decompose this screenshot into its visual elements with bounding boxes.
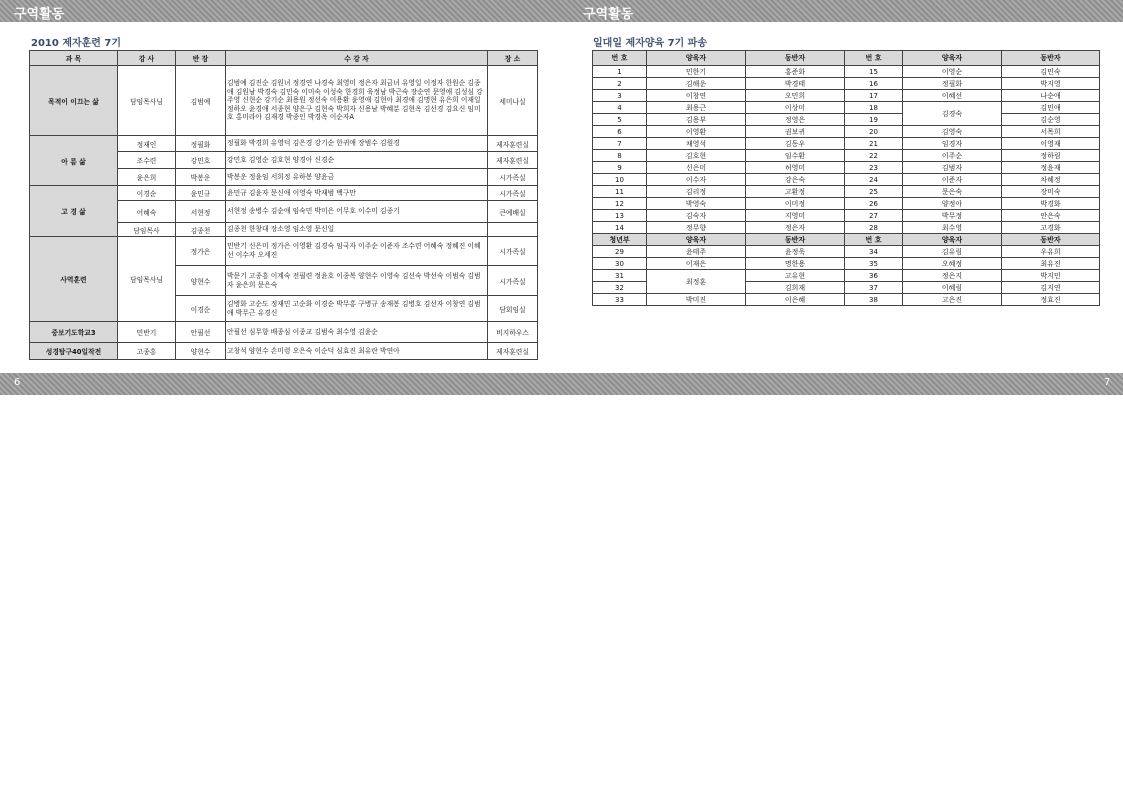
- header-lecturer: 강 사: [118, 51, 176, 66]
- table-cell: 우유희: [1002, 246, 1100, 258]
- table-cell: 34: [845, 246, 903, 258]
- table-cell: 35: [845, 258, 903, 270]
- place-cell: 제자훈련실: [488, 343, 538, 360]
- table-row: [593, 222, 1100, 234]
- place-cell: 큰예배실: [488, 201, 538, 223]
- table-cell: 최유진: [1002, 258, 1100, 270]
- table-cell: 김유림: [903, 246, 1002, 258]
- subheader-cell: 번 호: [845, 234, 903, 246]
- table-cell: 30: [593, 258, 647, 270]
- table-row: [30, 66, 538, 136]
- table-cell: 28: [845, 222, 903, 234]
- table-row: [593, 294, 1100, 306]
- table-cell: 김경숙: [903, 102, 1002, 126]
- table-cell: 윤태주: [647, 246, 746, 258]
- students-cell: 강민호 김영순 김호현 양경아 신경순: [226, 152, 488, 169]
- table-cell: 박무정: [903, 210, 1002, 222]
- table-row: [593, 90, 1100, 102]
- students-cell: 김병화 고순도 정재민 고순화 이경순 박무홍 구병규 송재봉 김병호 김선자 이창연 김범애 박무근 유경신: [226, 296, 488, 322]
- leader-cell: 정가은: [176, 237, 226, 266]
- students-cell: 박문기 고종흥 이계숙 전필련 정윤호 이종복 양현수 이영숙 김선숙 박선숙 이범숙 김범자 윤은희 문은숙: [226, 266, 488, 296]
- header-subject: 과 목: [30, 51, 118, 66]
- lecturer-cell: 윤은희: [118, 169, 176, 186]
- table-cell: 강은숙: [746, 174, 845, 186]
- table-cell: 9: [593, 162, 647, 174]
- header-leader: 반 장: [176, 51, 226, 66]
- subheader-cell: 청년부: [593, 234, 647, 246]
- table-row: [30, 343, 538, 360]
- leader-cell: 강민호: [176, 152, 226, 169]
- left-section-title: 구역활동: [14, 7, 65, 22]
- table-cell: 13: [593, 210, 647, 222]
- table-cell: 25: [845, 186, 903, 198]
- table-cell: 정효진: [1002, 294, 1100, 306]
- table-row: [593, 246, 1100, 258]
- table-cell: 6: [593, 126, 647, 138]
- leader-cell: 박봉운: [176, 169, 226, 186]
- table-cell: 김리정: [647, 186, 746, 198]
- students-cell: 서현정 송병수 김순애 임숙민 박미은 어무호 이수미 김종기: [226, 201, 488, 223]
- table-cell: 37: [845, 282, 903, 294]
- table-cell: 38: [845, 294, 903, 306]
- table-row: [30, 136, 538, 152]
- table-cell: 이영순: [903, 66, 1002, 78]
- table-cell: 서목희: [1002, 126, 1100, 138]
- table-cell: 고은진: [903, 294, 1002, 306]
- table-cell: 박경화: [1002, 198, 1100, 210]
- place-cell: 제자훈련실: [488, 136, 538, 152]
- table-cell: 박경태: [746, 78, 845, 90]
- table-cell: 신은미: [647, 162, 746, 174]
- table-row: [593, 150, 1100, 162]
- table-cell: 5: [593, 114, 647, 126]
- table-row: [593, 174, 1100, 186]
- training-table: [29, 50, 538, 360]
- table-cell: 이영환: [647, 126, 746, 138]
- table-cell: 임수환: [746, 150, 845, 162]
- table-row: [593, 270, 1100, 282]
- table-cell: 김호현: [647, 150, 746, 162]
- leader-cell: 서현정: [176, 201, 226, 223]
- students-cell: 김범예 김진순 김원녀 정경연 나경숙 최영미 정은자 최금녀 유영일 이정자 한원순 김종애 김원남 박경숙 김민숙 이미숙 이성숙 한경희 육정남 박근숙 장순연 문영애 김성심 강주영 신현순 강기순 최용원 정선숙 이용환 윤영애 김현아 최경애 김명현 유은희 이재일 정하오 윤경애 서종현 양은구 김현숙 박희자 신용남 박혜분 김현옥 김선경 김요신 임미호 홍미라아 김재경 박종인 박경옥 이순자A: [226, 66, 488, 136]
- leader-cell: 이경순: [176, 296, 226, 322]
- table-row: [30, 237, 538, 266]
- table-cell: 고환정: [746, 186, 845, 198]
- lecturer-cell: 담임목사: [118, 223, 176, 237]
- table-row: [593, 66, 1100, 78]
- place-cell: 시가족실: [488, 169, 538, 186]
- table-cell: 10: [593, 174, 647, 186]
- table-cell: 김해운: [647, 78, 746, 90]
- table-cell: 24: [845, 174, 903, 186]
- lecturer-cell: 담임목사님: [118, 66, 176, 136]
- table-cell: 정필화: [903, 78, 1002, 90]
- table-cell: 고경화: [1002, 222, 1100, 234]
- header-number: 번 호: [593, 51, 647, 66]
- table-cell: 23: [845, 162, 903, 174]
- lecturer-cell: 정재인: [118, 136, 176, 152]
- top-header-bar: [0, 0, 1123, 22]
- table-cell: 채영석: [647, 138, 746, 150]
- table-cell: 김지연: [1002, 282, 1100, 294]
- students-cell: 고창석 양현수 손미령 오은숙 이순덕 심효진 최유란 박연아: [226, 343, 488, 360]
- table-row: [593, 138, 1100, 150]
- table-row: [30, 322, 538, 343]
- subheader-cell: 양육자: [647, 234, 746, 246]
- table-cell: 지영미: [746, 210, 845, 222]
- table-cell: 31: [593, 270, 647, 282]
- table-cell: 32: [593, 282, 647, 294]
- table-cell: 2: [593, 78, 647, 90]
- header-partner: 동반자: [1002, 51, 1100, 66]
- table-cell: 이상미: [746, 102, 845, 114]
- table-cell: 정무향: [647, 222, 746, 234]
- table-row: [593, 126, 1100, 138]
- students-cell: 박봉운 정윤임 서희정 유하봉 양윤금: [226, 169, 488, 186]
- table-cell: 20: [845, 126, 903, 138]
- header-mentor: 양육자: [903, 51, 1002, 66]
- table-cell: 명한용: [746, 258, 845, 270]
- table-cell: 최정훈: [647, 270, 746, 294]
- table-cell: 허영미: [746, 162, 845, 174]
- table-cell: 양정아: [903, 198, 1002, 210]
- table-cell: 김동우: [746, 138, 845, 150]
- table-cell: 이준자: [903, 174, 1002, 186]
- table-cell: 14: [593, 222, 647, 234]
- leader-cell: 김범예: [176, 66, 226, 136]
- table-cell: 18: [845, 102, 903, 114]
- header-students: 수 강 자: [226, 51, 488, 66]
- table-cell: 이영재: [1002, 138, 1100, 150]
- right-section-title: 구역활동: [583, 7, 634, 22]
- leader-cell: 윤민규: [176, 186, 226, 201]
- table-cell: 이혜림: [903, 282, 1002, 294]
- mentoring-rows: [593, 66, 1100, 234]
- subheader-cell: 양육자: [903, 234, 1002, 246]
- table-cell: 3: [593, 90, 647, 102]
- table-cell: 17: [845, 90, 903, 102]
- students-cell: 윤민규 김윤자 문신애 이영숙 박재범 백구만: [226, 186, 488, 201]
- table-row: [593, 162, 1100, 174]
- table-cell: 박영숙: [647, 198, 746, 210]
- leader-cell: 양현수: [176, 266, 226, 296]
- table-cell: 33: [593, 294, 647, 306]
- table-cell: 윤정욱: [746, 246, 845, 258]
- table-cell: 김민숙: [1002, 66, 1100, 78]
- table-row: [30, 186, 538, 201]
- table-row: [593, 258, 1100, 270]
- lecturer-cell: 이경순: [118, 186, 176, 201]
- mentoring-table: [592, 50, 1100, 306]
- students-cell: 정필화 박경희 유영덕 김은경 강기순 한귀애 장범수 김원경: [226, 136, 488, 152]
- table-cell: 문은숙: [903, 186, 1002, 198]
- table-cell: 안은숙: [1002, 210, 1100, 222]
- header-number: 번 호: [845, 51, 903, 66]
- table-cell: 김민애: [1002, 102, 1100, 114]
- table-cell: 16: [845, 78, 903, 90]
- place-cell: 시가족실: [488, 266, 538, 296]
- table-cell: 1: [593, 66, 647, 78]
- lecturer-cell: 조수련: [118, 152, 176, 169]
- students-cell: 김종천 한창대 장소영 임소영 문신일: [226, 223, 488, 237]
- place-cell: [488, 223, 538, 237]
- table-cell: 김순영: [1002, 114, 1100, 126]
- subject-cell: 성경탐구40일작전: [30, 343, 118, 360]
- table-cell: 권보귀: [746, 126, 845, 138]
- place-cell: 시가족실: [488, 186, 538, 201]
- table-cell: 정은자: [746, 222, 845, 234]
- lecturer-cell: 어혜숙: [118, 201, 176, 223]
- table-cell: 이창연: [647, 90, 746, 102]
- table-cell: 7: [593, 138, 647, 150]
- subject-cell: 목적이 이끄는 삶: [30, 66, 118, 136]
- table-row: [593, 114, 1100, 126]
- subject-cell: 고 경 삶: [30, 186, 118, 237]
- table-cell: 최수영: [903, 222, 1002, 234]
- table-row: [593, 186, 1100, 198]
- table-cell: 최용근: [647, 102, 746, 114]
- place-cell: 제자훈련실: [488, 152, 538, 169]
- lecturer-cell: 민반기: [118, 322, 176, 343]
- leader-cell: 정필화: [176, 136, 226, 152]
- lecturer-cell: 담임목사님: [118, 237, 176, 322]
- table-cell: 이혜선: [903, 90, 1002, 102]
- table-cell: 11: [593, 186, 647, 198]
- header-partner: 동반자: [746, 51, 845, 66]
- table-cell: 임경자: [903, 138, 1002, 150]
- table-cell: 정은지: [903, 270, 1002, 282]
- header-place: 장 소: [488, 51, 538, 66]
- leader-cell: 김종천: [176, 223, 226, 237]
- table-cell: 홍준화: [746, 66, 845, 78]
- table-cell: 김영숙: [903, 126, 1002, 138]
- table-cell: 오민희: [746, 90, 845, 102]
- students-cell: 안필선 심무향 배종심 이종교 김범숙 최수영 김윤순: [226, 322, 488, 343]
- table-cell: 29: [593, 246, 647, 258]
- table-cell: 이미정: [746, 198, 845, 210]
- subject-cell: 사역훈련: [30, 237, 118, 322]
- table-row: [593, 102, 1100, 114]
- table-cell: 김희재: [746, 282, 845, 294]
- subheader-cell: 동반자: [746, 234, 845, 246]
- table-header-row: [593, 51, 1100, 66]
- table-cell: 12: [593, 198, 647, 210]
- left-table-title: 2010 제자훈련 7기: [31, 38, 122, 49]
- subject-cell: 아 름 삶: [30, 136, 118, 186]
- right-page-number: 7: [1104, 377, 1111, 388]
- table-cell: 22: [845, 150, 903, 162]
- table-cell: 15: [845, 66, 903, 78]
- table-cell: 이수자: [647, 174, 746, 186]
- leader-cell: 안필선: [176, 322, 226, 343]
- table-header-row: [30, 51, 538, 66]
- table-cell: 8: [593, 150, 647, 162]
- table-cell: 김범자: [903, 162, 1002, 174]
- table-cell: 정하림: [1002, 150, 1100, 162]
- students-cell: 민반기 신은미 정가은 이영환 김경숙 임국자 이주순 이준자 조수련 어혜숙 정혜진 이혜선 이수자 오세진: [226, 237, 488, 266]
- left-page-number: 6: [14, 377, 21, 388]
- table-cell: 박미진: [647, 294, 746, 306]
- leader-cell: 양현수: [176, 343, 226, 360]
- subject-cell: 중보기도학교3: [30, 322, 118, 343]
- table-cell: 36: [845, 270, 903, 282]
- table-row: [593, 78, 1100, 90]
- place-cell: 비지하우스: [488, 322, 538, 343]
- table-row: [593, 198, 1100, 210]
- place-cell: 담회임실: [488, 296, 538, 322]
- table-cell: 박지영: [1002, 78, 1100, 90]
- table-cell: 이주순: [903, 150, 1002, 162]
- bottom-footer-bar: [0, 373, 1123, 395]
- table-cell: 26: [845, 198, 903, 210]
- table-cell: 4: [593, 102, 647, 114]
- table-cell: 민한기: [647, 66, 746, 78]
- table-cell: 박지민: [1002, 270, 1100, 282]
- table-cell: 21: [845, 138, 903, 150]
- table-cell: 김용부: [647, 114, 746, 126]
- table-cell: 장미숙: [1002, 186, 1100, 198]
- table-cell: 27: [845, 210, 903, 222]
- place-cell: 세미나실: [488, 66, 538, 136]
- place-cell: 시가족실: [488, 237, 538, 266]
- table-cell: 19: [845, 114, 903, 126]
- table-cell: 정윤재: [1002, 162, 1100, 174]
- subheader-cell: 동반자: [1002, 234, 1100, 246]
- table-cell: 차혜정: [1002, 174, 1100, 186]
- table-cell: 김숙자: [647, 210, 746, 222]
- table-cell: 이은혜: [746, 294, 845, 306]
- table-row: [593, 210, 1100, 222]
- youth-subheader-row: [593, 234, 1100, 246]
- table-cell: 오혜정: [903, 258, 1002, 270]
- lecturer-cell: 고종흥: [118, 343, 176, 360]
- right-table-title: 일대일 제자양육 7기 파송: [593, 38, 708, 49]
- youth-mentoring-rows: [593, 246, 1100, 306]
- table-cell: 정영은: [746, 114, 845, 126]
- table-cell: 나순애: [1002, 90, 1100, 102]
- table-cell: 이재은: [647, 258, 746, 270]
- table-cell: 고유현: [746, 270, 845, 282]
- header-mentor: 양육자: [647, 51, 746, 66]
